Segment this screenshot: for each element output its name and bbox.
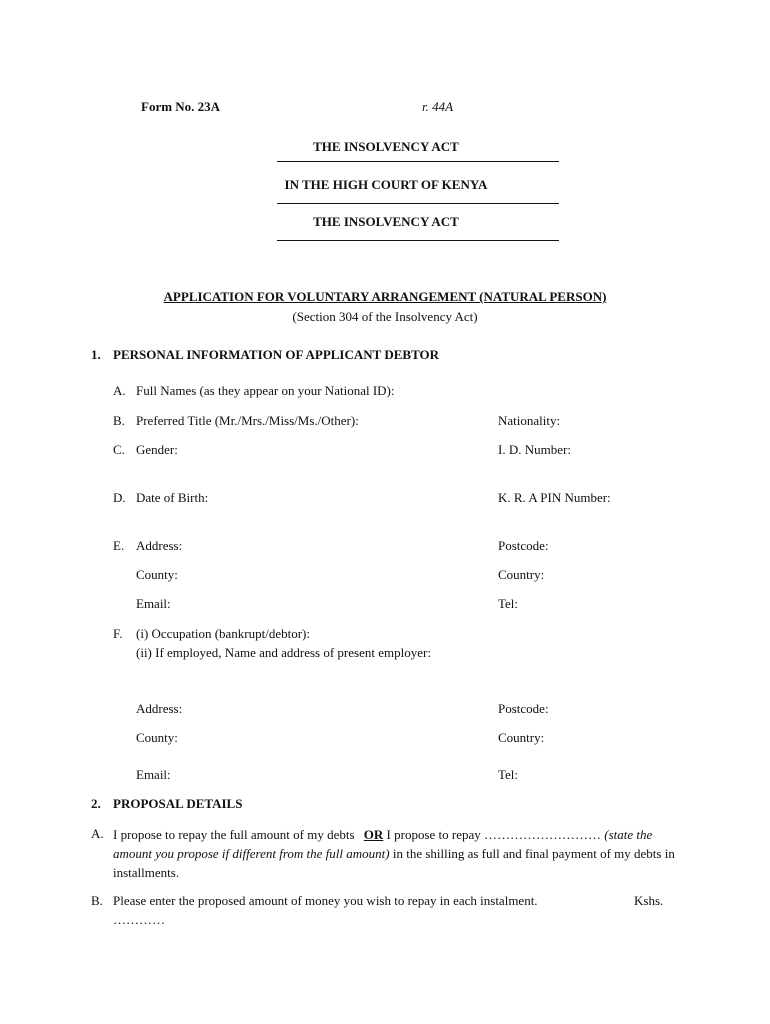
employer-address-label: Address: (136, 701, 183, 716)
country-label: Country: (498, 567, 545, 582)
tel-label: Tel: (498, 596, 519, 611)
item-letter: B. (91, 893, 103, 908)
kra-pin-label: K. R. A PIN Number: (498, 490, 611, 505)
id-number-label: I. D. Number: (498, 442, 571, 457)
gender-label: Gender: (136, 442, 178, 457)
section-heading: PROPOSAL DETAILS (113, 796, 243, 811)
header-divider (277, 203, 559, 204)
item-letter: C. (113, 442, 125, 457)
address-label: Address: (136, 538, 183, 553)
item-letter: B. (113, 413, 125, 428)
document-title: APPLICATION FOR VOLUNTARY ARRANGEMENT (NATURAL PERSON) (163, 289, 607, 304)
email-label: Email: (136, 596, 171, 611)
item-letter: A. (91, 826, 104, 841)
act-title-top: THE INSOLVENCY ACT (313, 139, 459, 154)
document-subtitle: (Section 304 of the Insolvency Act) (292, 309, 478, 324)
instalment-amount-label: Please enter the proposed amount of money you wish to repay in each instalment. (113, 893, 538, 908)
proposal-text-part: I propose to repay ……………………… (383, 827, 601, 842)
court-title: IN THE HIGH COURT OF KENYA (284, 177, 488, 192)
proposal-instruction: (state the amount you propose if different from the full amount) (113, 827, 653, 861)
date-of-birth-label: Date of Birth: (136, 490, 209, 505)
repayment-proposal-text (113, 825, 683, 882)
section-number: 1. (91, 347, 101, 362)
employer-country-label: Country: (498, 730, 545, 745)
currency-label: Kshs. (634, 893, 664, 908)
employer-postcode-label: Postcode: (498, 701, 549, 716)
employer-label: (ii) If employed, Name and address of present employer: (136, 645, 431, 660)
header-divider (277, 240, 559, 241)
item-letter: F. (113, 626, 123, 641)
proposal-text-part: I propose to repay the full amount of my debts (113, 827, 355, 842)
employer-tel-label: Tel: (498, 767, 519, 782)
item-letter: A. (113, 383, 126, 398)
full-names-label: Full Names (as they appear on your National ID): (136, 383, 395, 398)
proposal-text-part: in the shilling as full and final payment of my debts in installments. (113, 846, 675, 880)
postcode-label: Postcode: (498, 538, 549, 553)
employer-county-label: County: (136, 730, 178, 745)
item-letter: D. (113, 490, 126, 505)
employer-email-label: Email: (136, 767, 171, 782)
item-letter: E. (113, 538, 125, 553)
or-marker: OR (363, 827, 384, 842)
act-title-bottom: THE INSOLVENCY ACT (313, 214, 459, 229)
section-heading: PERSONAL INFORMATION OF APPLICANT DEBTOR (113, 347, 440, 362)
section-number: 2. (91, 796, 101, 811)
rule-reference: r. 44A (422, 99, 454, 114)
preferred-title-label: Preferred Title (Mr./Mrs./Miss/Ms./Other): (136, 413, 359, 428)
nationality-label: Nationality: (498, 413, 561, 428)
county-label: County: (136, 567, 178, 582)
header-divider (277, 161, 559, 162)
form-number: Form No. 23A (141, 99, 221, 114)
occupation-label: (i) Occupation (bankrupt/debtor): (136, 626, 310, 641)
amount-blank: ………… (113, 912, 165, 927)
